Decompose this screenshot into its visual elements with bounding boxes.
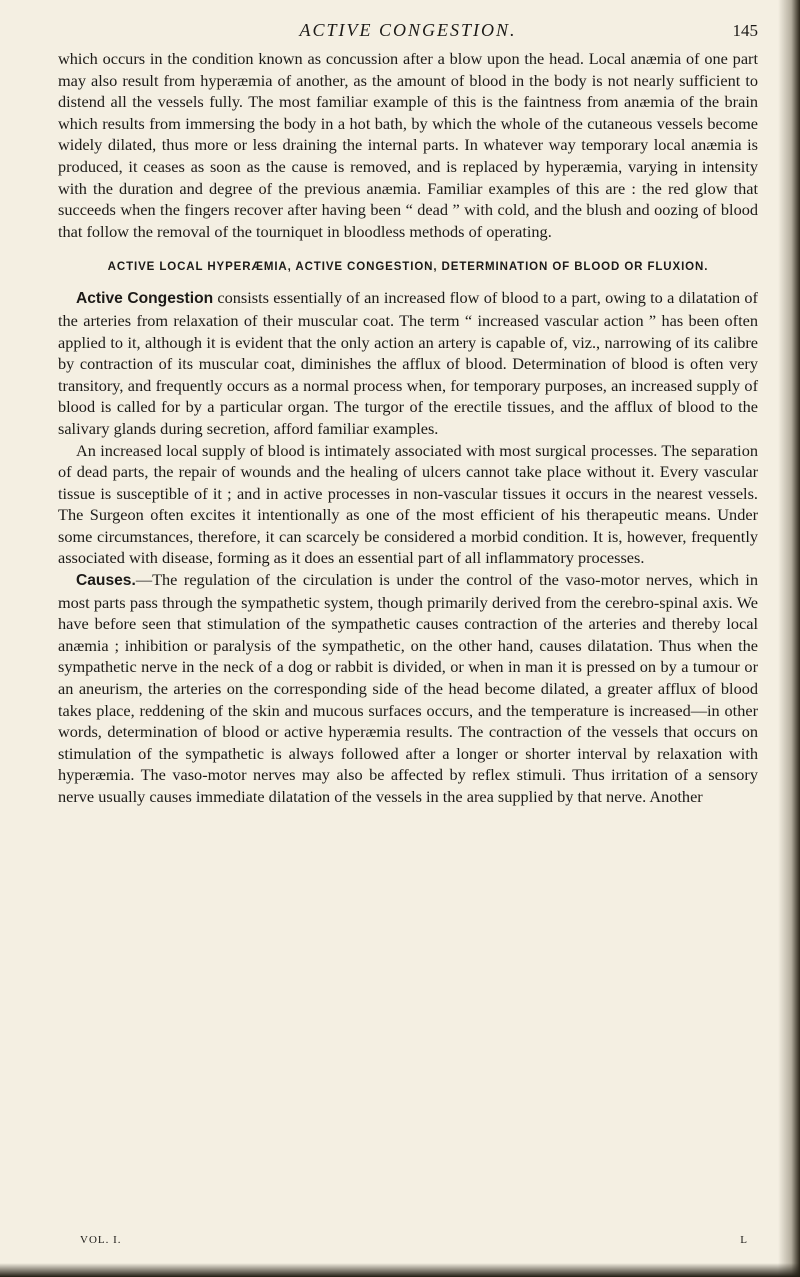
run-in-heading-causes: Causes. bbox=[76, 572, 136, 590]
paragraph-causes bbox=[58, 569, 758, 808]
paragraph-text: consists essentially of an increased flow of blood to a part, owing to a dilatation of the arteries from relaxation of their muscular coat. The term “ increased vascular action ” has been often applied to it, although it is evident that the only action an artery is capable of, viz., narrowing of its calibre by contraction of its muscular coat, diminishes the afflux of blood. Determination of blood is often very transitory, and frequently occurs as a normal process when, for temporary purposes, an increased supply of blood is called for by a particular organ. The turgor of the erectile tissues, and the afflux of blood to the salivary glands during secretion, afford familiar examples. bbox=[58, 288, 758, 438]
paragraph-text: —The regulation of the circulation is under the control of the vaso-motor nerves, which in most parts pass through the sympathetic system, though primarily derived from the cerebro-spinal axis. We have before seen that stimulation of the sympathetic causes contraction of the arteries and thereby local anæmia ; inhibition or paralysis of the sympathetic, on the other hand, causes dilatation. Thus when the sympathetic nerve in the neck of a dog or rabbit is divided, or when in man it is pressed on by a tumour or an aneurism, the arteries on the corresponding side of the head become dilated, a greater afflux of blood takes place, reddening of the skin and mucous surfaces occurs, and the temperature is increased—in other words, determination of blood or active hyperæmia results. The contraction of the vessels that occurs on stimulation of the sympathetic is always followed after a longer or shorter interval by relaxation with hyperæmia. The vaso-motor nerves may also be affected by reflex stimuli. Thus irritation of a sensory nerve usually causes immediate dilatation of the vessels in the area supplied by that nerve. Another bbox=[58, 570, 758, 806]
paragraph-continuation: which occurs in the condition known as concussion after a blow upon the head. Local anæmia of one part may also result from hyperæmia of another, as the amount of blood in the body is not nearly sufficient to distend all the vessels fully. The most familiar example of this is the faintness from anæmia of the brain which results from immersing the body in a hot bath, by which the whole of the cutaneous vessels become widely dilated, thus more or less draining the internal parts. In whatever way temporary local anæmia is produced, it ceases as soon as the cause is removed, and is replaced by hyperæmia, varying in intensity with the duration and degree of the previous anæmia. Familiar examples of this are : the red glow that succeeds when the fingers recover after having been “ dead ” with cold, and the blush and oozing of blood that follow the removal of the tourniquet in bloodless methods of operating. bbox=[58, 49, 758, 241]
run-in-heading-active-congestion: Active Congestion bbox=[76, 290, 214, 308]
page-footer bbox=[80, 1234, 748, 1250]
page-header bbox=[58, 20, 758, 44]
paragraph-active-congestion bbox=[58, 287, 758, 439]
page-bottom-edge bbox=[0, 1263, 800, 1277]
page-number: 145 bbox=[732, 21, 758, 40]
binding-shadow bbox=[778, 0, 800, 1277]
signature-mark: L bbox=[740, 1234, 748, 1246]
book-page bbox=[58, 20, 758, 1250]
paragraph-surgical: An increased local supply of blood is intimately associated with most surgical processes. The separation of dead parts, the repair of wounds and the healing of ulcers cannot take place without it. Every vascular tissue is susceptible of it ; and in active processes in non-vascular tissues it occurs in the nearest vessels. The Surgeon often excites it intentionally as one of the most efficient of his therapeutic means. Under some circumstances, therefore, it can scarcely be considered a morbid condition. It is, however, frequently associated with disease, forming as it does an essential part of all inflammatory processes. bbox=[58, 440, 758, 568]
volume-mark: VOL. I. bbox=[80, 1234, 122, 1246]
running-head: ACTIVE CONGESTION. bbox=[299, 20, 517, 40]
section-heading: ACTIVE LOCAL HYPERÆMIA, ACTIVE CONGESTION, DETERMINATION OF BLOOD OR FLUXION. bbox=[107, 261, 709, 274]
